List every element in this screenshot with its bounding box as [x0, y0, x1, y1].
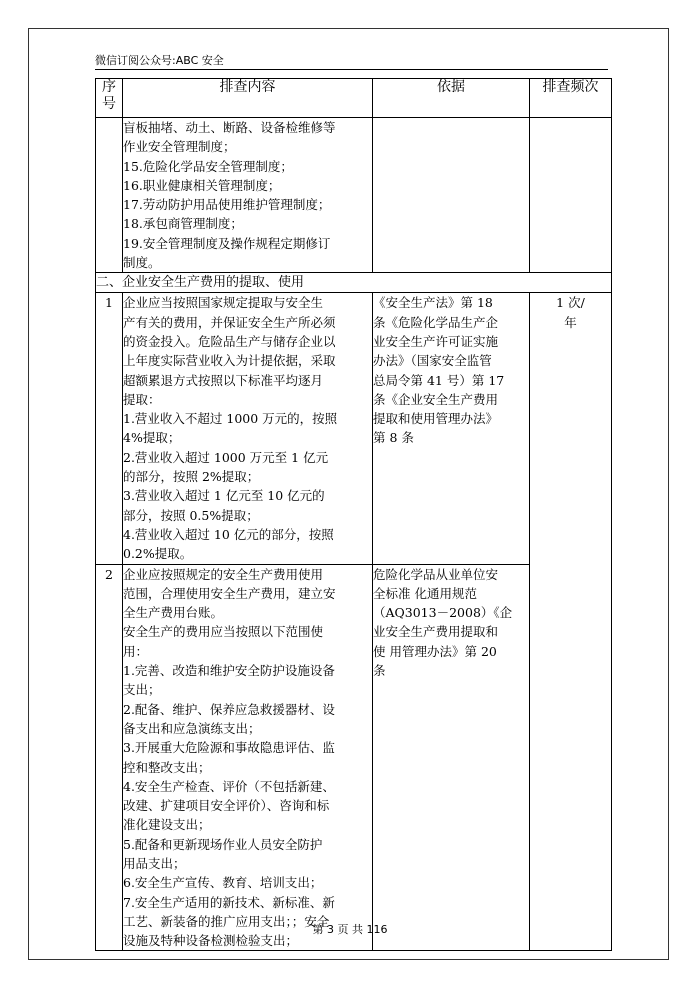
basis-line: 总局令第 41 号）第 17: [373, 372, 505, 388]
basis-line: 使 用管理办法》第 20: [373, 643, 497, 659]
section-title: 二、企业安全生产费用的提取、使用: [96, 273, 612, 293]
content-cell: [123, 118, 373, 273]
table-row: [96, 293, 612, 564]
content-line: 17.劳动防护用品使用维护管理制度；: [123, 197, 331, 213]
content-line: 3.营业收入超过 1 亿元至 10 亿元的: [123, 488, 325, 504]
seq-cell: [96, 118, 123, 273]
content-line: 2.营业收入超过 1000 万元至 1 亿元: [123, 449, 329, 465]
content-line: 6.安全生产宣传、教育、培训支出；: [123, 875, 323, 891]
basis-line: 办法》（国家安全监管: [373, 353, 492, 369]
frequency-line: 1 次/: [556, 295, 585, 311]
content-line: 控和整改支出；: [123, 759, 211, 775]
content-line: 16.职业健康相关管理制度；: [123, 177, 281, 193]
frequency-cell: [530, 118, 612, 273]
page-footer: 第 3 页 共 116: [312, 923, 388, 936]
content-line: 准化建设支出；: [123, 817, 211, 833]
content-line: 上年度实际营业收入为计提依据，采取: [123, 353, 336, 369]
table-header-row: [96, 79, 612, 118]
content-line: 产有关的费用，并保证安全生产所必须: [123, 314, 336, 330]
content-line: 1.完善、改造和维护安全防护设施设备: [123, 663, 335, 679]
content-line: 18.承包商管理制度；: [123, 216, 243, 232]
content-line: 4.营业收入超过 10 亿元的部分，按照: [123, 526, 334, 542]
content-line: 0.2%提取。: [123, 546, 193, 562]
basis-cell: [373, 293, 530, 564]
content-line: 企业应当按照国家规定提取与安全生: [123, 295, 324, 311]
content-line: 5.配备和更新现场作业人员安全防护: [123, 836, 323, 852]
content-line: 制度。: [123, 255, 161, 271]
content-line: 安全生产的费用应当按照以下范围使: [123, 624, 324, 640]
content-line: 1.营业收入不超过 1000 万元的，按照: [123, 411, 338, 427]
page-header: 微信订阅公众号:ABC 安全: [95, 54, 224, 67]
content-line: 2.配备、维护、保养应急救援器材、设: [123, 701, 335, 717]
content-line: 用：: [123, 643, 149, 659]
basis-line: 《安全生产法》第 18: [373, 295, 493, 311]
content-line: 企业应按照规定的安全生产费用使用: [123, 566, 324, 582]
seq-cell: 1: [96, 293, 123, 564]
content-line: 提取：: [123, 391, 161, 407]
content-line: 设施及特种设备检测检验支出；: [123, 933, 299, 949]
header-frequency: 排查频次: [530, 79, 612, 118]
basis-line: 业安全生产费用提取和: [373, 624, 499, 640]
content-line: 备支出和应急演练支出；: [123, 720, 261, 736]
content-line: 3.开展重大危险源和事故隐患评估、监: [123, 740, 335, 756]
basis-line: 第 8 条: [373, 430, 414, 446]
basis-line: 条《危险化学品生产企: [373, 314, 499, 330]
content-line: 用品支出；: [123, 855, 186, 871]
content-line: 的部分，按照 2%提取；: [123, 469, 260, 485]
header-rule: [95, 69, 608, 70]
content-cell: [123, 293, 373, 564]
content-line: 支出；: [123, 682, 161, 698]
content-line: 部分，按照 0.5%提取；: [123, 507, 259, 523]
basis-line: （AQ3013－2008）《企: [373, 605, 513, 621]
content-line: 的资金投入。危险品生产与储存企业以: [123, 333, 336, 349]
frequency-line: 年: [564, 314, 577, 330]
content-line: 超额累退方式按照以下标准平均逐月: [123, 372, 324, 388]
section-heading-row: [96, 273, 612, 293]
content-line: 工艺、新装备的推广应用支出；；安全: [123, 913, 330, 929]
content-line: 4%提取；: [123, 430, 181, 446]
content-line: 范围，合理使用安全生产费用，建立安: [123, 585, 336, 601]
basis-cell: [373, 564, 530, 951]
content-cell: [123, 564, 373, 951]
header-basis: 依据: [373, 79, 530, 118]
header-content: 排查内容: [123, 79, 373, 118]
basis-line: 提取和使用管理办法》: [373, 411, 499, 427]
header-seq: 序号: [96, 79, 123, 118]
content-line: 19.安全管理制度及操作规程定期修订: [123, 235, 331, 251]
content-line: 4.安全生产检查、评价（不包括新建、: [123, 778, 335, 794]
inspection-table: [95, 78, 612, 951]
basis-cell: [373, 118, 530, 273]
seq-cell: 2: [96, 564, 123, 951]
content-line: 全生产费用台账。: [123, 605, 224, 621]
basis-line: 业安全生产许可证实施: [373, 333, 499, 349]
content-line: 改建、扩建项目安全评价）、咨询和标: [123, 798, 330, 814]
basis-line: 条《企业安全生产费用: [373, 391, 499, 407]
frequency-cell: [530, 293, 612, 951]
content-line: 作业安全管理制度；: [123, 139, 236, 155]
basis-line: 条: [373, 663, 386, 679]
table-row-continued: [96, 118, 612, 273]
basis-line: 全标准 化通用规范: [373, 585, 477, 601]
content-line: 盲板抽堵、动土、断路、设备检维修等: [123, 120, 336, 135]
content-line: 15.危险化学品安全管理制度；: [123, 158, 293, 174]
basis-line: 危险化学品从业单位安: [373, 566, 499, 582]
content-line: 7.安全生产适用的新技术、新标准、新: [123, 894, 335, 910]
